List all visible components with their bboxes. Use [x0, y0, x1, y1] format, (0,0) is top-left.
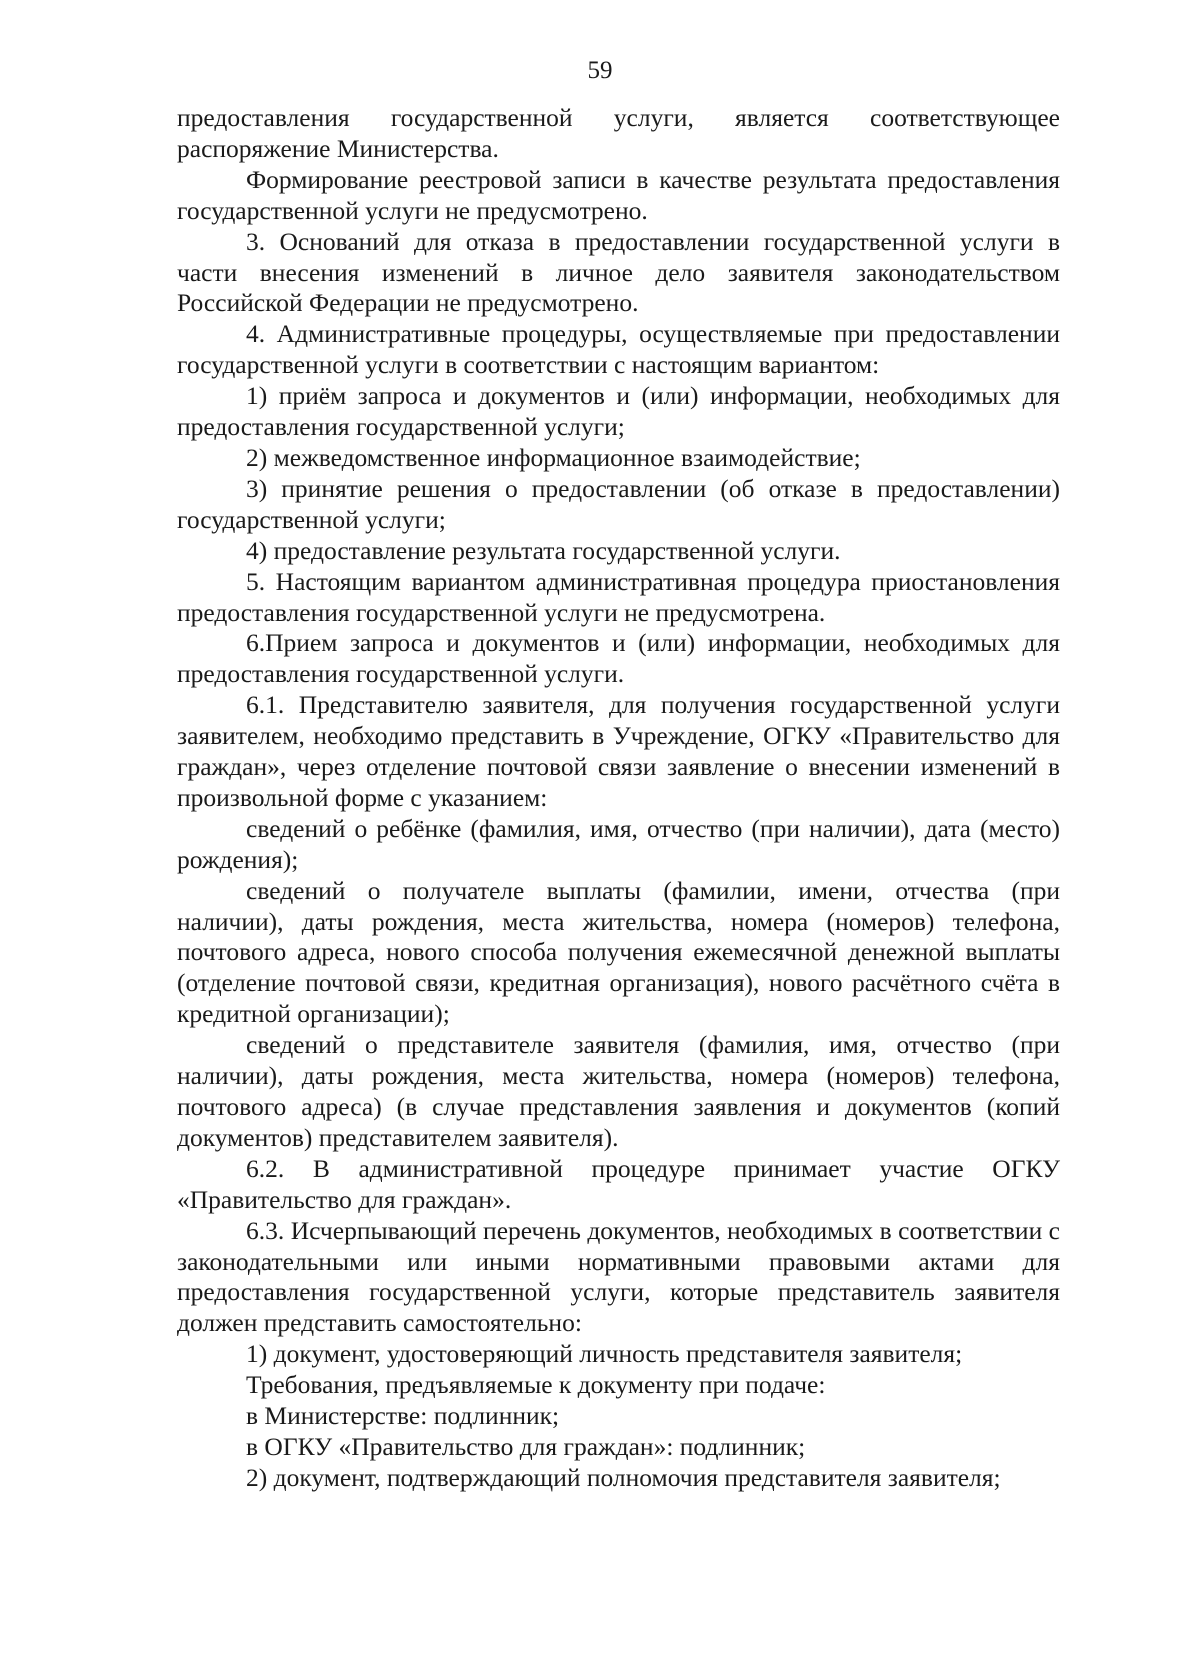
paragraph-item-6-1: 6.1. Представителю заявителя, для получения государственной услуги заявителем, необходимо представить в Учреждение, ОГКУ «Правительство для граждан», через отделение почтовой связи заявление о внесении изменений в произвольной форме с указанием: [177, 690, 1060, 812]
paragraph-document-1: 1) документ, удостоверяющий личность представителя заявителя; [246, 1339, 963, 1369]
paragraph-subitem-4-3: 3) принятие решения о предоставлении (об отказе в предоставлении) государственной услуги; [177, 473, 1060, 534]
paragraph-item-6: 6.Прием запроса и документов и (или) информации, необходимых для предоставления государственной услуги. [177, 628, 1060, 689]
paragraph-subitem-4-1: 1) приём запроса и документов и (или) информации, необходимых для предоставления государственной услуги; [177, 381, 1060, 442]
paragraph-subitem-4-2: 2) межведомственное информационное взаимодействие; [246, 442, 861, 472]
paragraph-continuation: предоставления государственной услуги, является соответствующее распоряжение Министерства. [177, 103, 1060, 163]
page-number: 59 [587, 57, 613, 84]
paragraph-document-2: 2) документ, подтверждающий полномочия представителя заявителя; [246, 1462, 1001, 1492]
paragraph-requirements: Требования, предъявляемые к документу при подаче: [246, 1370, 826, 1400]
paragraph-item-3: 3. Оснований для отказа в предоставлении государственной услуги в части внесения изменений в личное дело заявителя законодательством Российской Федерации не предусмотрено. [177, 226, 1060, 318]
paragraph-representative-info: сведений о представителе заявителя (фамилия, имя, отчество (при наличии), даты рождения, места жительства, номера (номеров) телефона, почтового адреса) (в случае представления заявления и документов (копий документов) представителем заявителя). [177, 1030, 1060, 1152]
paragraph-subitem-4-4: 4) предоставление результата государственной услуги. [246, 535, 841, 565]
document-body [177, 103, 1060, 1494]
paragraph-item-4: 4. Административные процедуры, осуществляемые при предоставлении государственной услуги в соответствии с настоящим вариантом: [177, 319, 1060, 380]
paragraph-ministry-original: в Министерстве: подлинник; [246, 1401, 560, 1431]
paragraph-item-6-3: 6.3. Исчерпывающий перечень документов, необходимых в соответствии с законодательными или иными нормативными правовыми актами для предоставления государственной услуги, которые представитель заявителя должен представить самостоятельно: [177, 1215, 1060, 1338]
paragraph-registry-record: Формирование реестровой записи в качестве результата предоставления государственной услуги не предусмотрено. [177, 164, 1060, 225]
paragraph-item-6-2: 6.2. В административной процедуре принимает участие ОГКУ «Правительство для граждан». [177, 1153, 1060, 1214]
paragraph-ogku-original: в ОГКУ «Правительство для граждан»: подлинник; [246, 1431, 806, 1461]
paragraph-item-5: 5. Настоящим вариантом административная процедура приостановления предоставления государственной услуги не предусмотрена. [177, 566, 1060, 627]
paragraph-child-info: сведений о ребёнке (фамилия, имя, отчество (при наличии), дата (место) рождения); [177, 813, 1060, 874]
paragraph-recipient-info: сведений о получателе выплаты (фамилии, имени, отчества (при наличии), даты рождения, места жительства, номера (номеров) телефона, почтового адреса, нового способа получения ежемесячной денежной выплаты (отделение почтовой связи, кредитная организация), нового расчётного счёта в кредитной организации); [177, 875, 1060, 1029]
